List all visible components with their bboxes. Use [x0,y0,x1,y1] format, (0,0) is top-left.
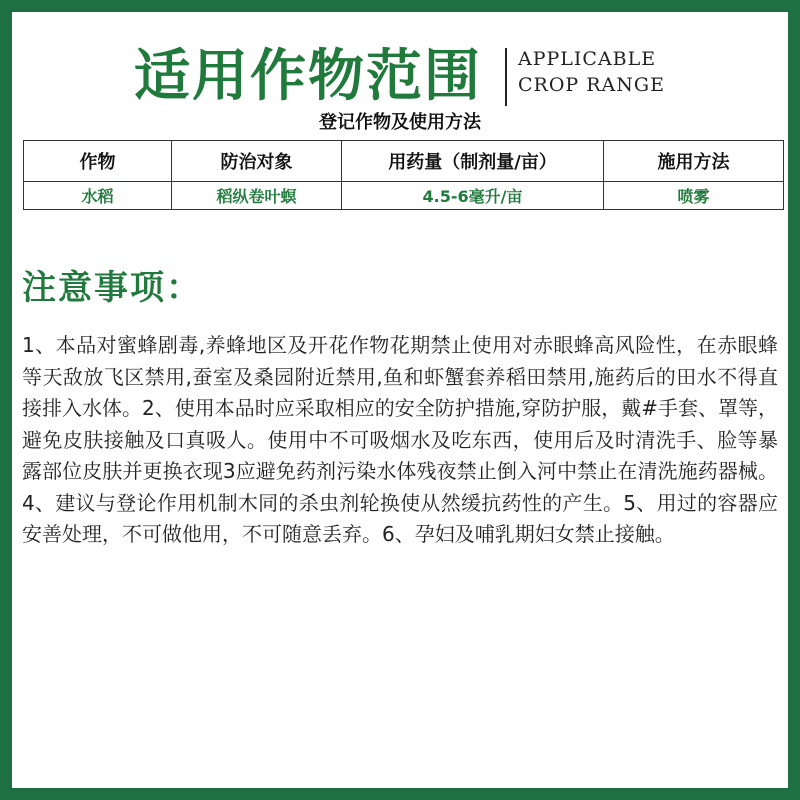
english-title-line-1: APPLICABLE [518,48,657,70]
title-divider [505,48,507,106]
page-title: 适用作物范围 [134,43,482,109]
table-row [24,182,784,210]
column-header-dosage: 用药量（制剂量/亩） [342,141,604,182]
english-title [518,46,665,98]
english-title-line-2: CROP RANGE [518,74,665,96]
column-header-method: 施用方法 [604,141,784,182]
cell-dosage: 4.5-6毫升/亩 [342,182,604,210]
crop-usage-table [23,140,784,210]
notes-heading: 注意事项： [22,268,202,308]
table-header-row [24,141,784,182]
notes-body: 1、本品对蜜蜂剧毒,养蜂地区及开花作物花期禁止使用对赤眼蜂高风险性，在赤眼蜂等天敌放飞区禁用,蚕室及桑园附近禁用,鱼和虾蟹套养稻田禁用,施药后的田水不得直接排入水体。2、使用本品时应采取相应的安全防护措施,穿防护服，戴#手套、罩等，避免皮肤接触及口真吸人。使用中不可吸烟水及吃东西，使用后及时清洗手、脸等暴露部位皮肤并更换衣现3应避免药剂污染水体残夜禁止倒入河中禁止在清洗施药器械。4、建议与登论作用机制木同的杀虫剂轮换使从然缓抗药性的产生。5、用过的容器应安善处理，不可做他用，不可随意丢弃。6、孕妇及哺乳期妇女禁止接触。 [22,333,778,546]
cell-crop: 水稻 [24,182,172,210]
cell-method: 喷雾 [604,182,784,210]
cell-target: 稻纵卷叶螟 [172,182,342,210]
label-card [12,12,788,788]
column-header-crop: 作物 [24,141,172,182]
table-caption: 登记作物及使用方法 [319,112,481,133]
column-header-target: 防治对象 [172,141,342,182]
